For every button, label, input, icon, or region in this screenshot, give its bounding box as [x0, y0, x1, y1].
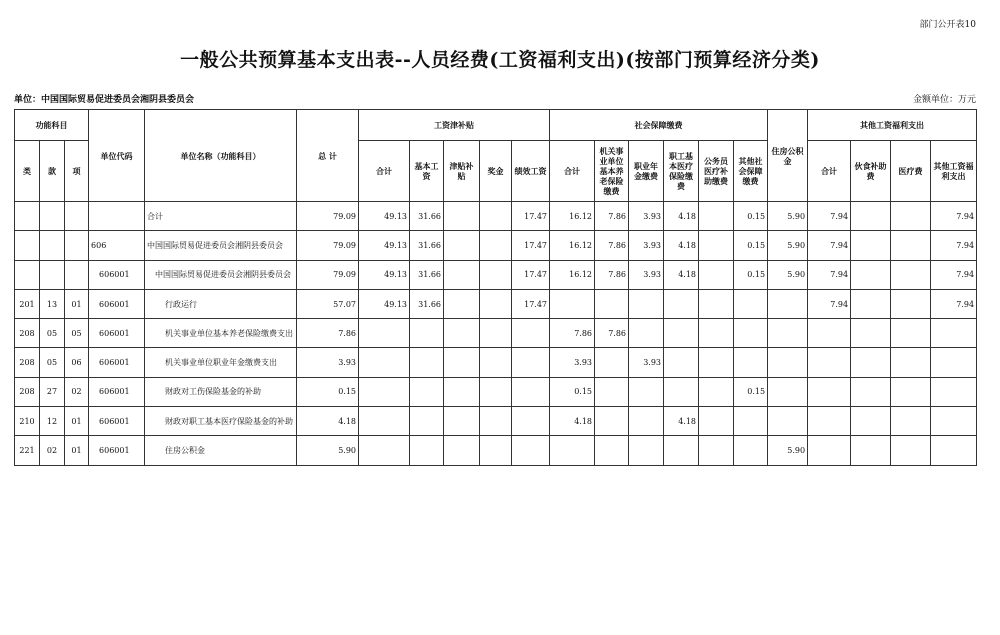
annuity-cell: 3.93 [629, 348, 664, 377]
wage-total-cell: 49.13 [359, 289, 410, 318]
unit-code-cell: 606001 [89, 348, 145, 377]
perf-wage-cell [512, 407, 550, 436]
allowance-cell [444, 231, 480, 260]
social-total-cell: 16.12 [550, 202, 595, 231]
kuan-cell: 02 [40, 436, 65, 465]
annuity-cell [629, 377, 664, 406]
allowance-cell [444, 407, 480, 436]
other-social-cell [734, 289, 768, 318]
lei-cell: 221 [15, 436, 40, 465]
other-total-cell: 7.94 [808, 289, 851, 318]
pension-cell [595, 407, 629, 436]
kuan-cell [40, 231, 65, 260]
kuan-cell: 05 [40, 319, 65, 348]
lei-cell: 201 [15, 289, 40, 318]
unit-name-cell: 机关事业单位职业年金缴费支出 [145, 348, 297, 377]
annuity-cell: 3.93 [629, 260, 664, 289]
header-row-1 [15, 110, 977, 141]
bonus-cell [480, 348, 512, 377]
perf-wage-cell: 17.47 [512, 231, 550, 260]
annuity-cell [629, 407, 664, 436]
other-social-cell [734, 348, 768, 377]
wage-total-cell: 49.13 [359, 202, 410, 231]
pension-header: 机关事业单位基本养老保险缴费 [595, 141, 629, 202]
unit-name-cell: 机关事业单位基本养老保险缴费支出 [145, 319, 297, 348]
allowance-cell [444, 348, 480, 377]
meal-cell [851, 407, 891, 436]
table-row [15, 348, 977, 377]
xiang-header: 项 [65, 141, 89, 202]
xiang-cell [65, 231, 89, 260]
lei-cell: 208 [15, 348, 40, 377]
xiang-cell: 02 [65, 377, 89, 406]
basic-wage-cell [410, 319, 444, 348]
bonus-cell [480, 377, 512, 406]
civil-medical-cell [699, 289, 734, 318]
other-total-cell [808, 348, 851, 377]
table-row [15, 436, 977, 465]
unit-code-cell: 606001 [89, 436, 145, 465]
lei-cell: 208 [15, 319, 40, 348]
unit-code-cell: 606001 [89, 407, 145, 436]
perf-wage-cell: 17.47 [512, 260, 550, 289]
medical-fee-cell [891, 436, 931, 465]
kuan-cell: 13 [40, 289, 65, 318]
housing-header: 住房公积金 [768, 110, 808, 202]
social-total-cell: 16.12 [550, 260, 595, 289]
other-social-header: 其他社会保障缴费 [734, 141, 768, 202]
other-total-cell [808, 319, 851, 348]
total-cell: 0.15 [297, 377, 359, 406]
unit-name-cell: 合计 [145, 202, 297, 231]
medical-header: 职工基本医疗保险缴费 [664, 141, 699, 202]
other-total-cell: 7.94 [808, 231, 851, 260]
allowance-header: 津贴补贴 [444, 141, 480, 202]
perf-wage-cell [512, 319, 550, 348]
medical-fee-cell [891, 407, 931, 436]
basic-wage-cell [410, 377, 444, 406]
meal-cell [851, 348, 891, 377]
allowance-cell [444, 202, 480, 231]
other-total-cell [808, 377, 851, 406]
other-welfare-header: 其他工资福利支出 [931, 141, 977, 202]
other-welfare-cell [931, 377, 977, 406]
pension-cell [595, 377, 629, 406]
bonus-cell [480, 260, 512, 289]
other-total-cell: 7.94 [808, 260, 851, 289]
other-social-cell [734, 436, 768, 465]
wage-group-header: 工资津补贴 [359, 110, 550, 141]
annuity-cell: 3.93 [629, 231, 664, 260]
unit-name-cell: 行政运行 [145, 289, 297, 318]
bonus-cell [480, 289, 512, 318]
total-cell: 4.18 [297, 407, 359, 436]
other-welfare-cell: 7.94 [931, 202, 977, 231]
medical-fee-cell [891, 202, 931, 231]
perf-wage-cell: 17.47 [512, 202, 550, 231]
bonus-cell [480, 319, 512, 348]
social-group-header: 社会保障缴费 [550, 110, 768, 141]
perf-wage-cell [512, 377, 550, 406]
meal-cell [851, 377, 891, 406]
unit-name-cell: 中国国际贸易促进委员会湘阴县委员会 [145, 260, 297, 289]
xiang-cell [65, 202, 89, 231]
xiang-cell [65, 260, 89, 289]
other-total-header: 合计 [808, 141, 851, 202]
civil-medical-cell [699, 202, 734, 231]
civil-medical-cell [699, 436, 734, 465]
meal-header: 伙食补助费 [851, 141, 891, 202]
page-title: 一般公共预算基本支出表--人员经费(工资福利支出)(按部门预算经济分类) [180, 49, 820, 71]
social-total-cell [550, 289, 595, 318]
total-cell: 5.90 [297, 436, 359, 465]
annuity-cell [629, 436, 664, 465]
unit-code-cell [89, 202, 145, 231]
annuity-cell [629, 319, 664, 348]
other-group-header: 其他工资福利支出 [808, 110, 977, 141]
social-total-cell: 16.12 [550, 231, 595, 260]
kuan-cell: 27 [40, 377, 65, 406]
social-total-cell: 3.93 [550, 348, 595, 377]
pension-cell [595, 289, 629, 318]
housing-cell [768, 407, 808, 436]
social-total-cell: 4.18 [550, 407, 595, 436]
xiang-cell: 01 [65, 289, 89, 318]
table-row [15, 407, 977, 436]
table-row [15, 202, 977, 231]
other-social-cell [734, 407, 768, 436]
pension-cell [595, 436, 629, 465]
other-total-cell: 7.94 [808, 202, 851, 231]
housing-cell: 5.90 [768, 260, 808, 289]
medical-cell [664, 377, 699, 406]
other-total-cell [808, 407, 851, 436]
allowance-cell [444, 289, 480, 318]
meal-cell [851, 436, 891, 465]
basic-wage-header: 基本工资 [410, 141, 444, 202]
kuan-cell [40, 202, 65, 231]
bonus-cell [480, 436, 512, 465]
medical-cell: 4.18 [664, 260, 699, 289]
pension-cell: 7.86 [595, 319, 629, 348]
basic-wage-cell [410, 436, 444, 465]
table-row [15, 289, 977, 318]
allowance-cell [444, 260, 480, 289]
annuity-cell [629, 289, 664, 318]
basic-wage-cell: 31.66 [410, 231, 444, 260]
total-cell: 57.07 [297, 289, 359, 318]
medical-cell [664, 436, 699, 465]
basic-wage-cell: 31.66 [410, 289, 444, 318]
perf-wage-cell [512, 348, 550, 377]
unit-name-cell: 中国国际贸易促进委员会湘阴县委员会 [145, 231, 297, 260]
basic-wage-cell [410, 407, 444, 436]
pension-cell: 7.86 [595, 260, 629, 289]
wage-total-cell: 49.13 [359, 260, 410, 289]
meal-cell [851, 289, 891, 318]
unit-code-cell: 606001 [89, 377, 145, 406]
kuan-cell [40, 260, 65, 289]
unit-code-header: 单位代码 [89, 110, 145, 202]
unit-code-cell: 606 [89, 231, 145, 260]
medical-cell: 4.18 [664, 407, 699, 436]
meal-cell [851, 260, 891, 289]
medical-cell: 4.18 [664, 231, 699, 260]
unit-code-cell: 606001 [89, 289, 145, 318]
other-social-cell: 0.15 [734, 377, 768, 406]
table-row [15, 319, 977, 348]
civil-medical-cell [699, 407, 734, 436]
table-number-label: 部门公开表10 [919, 20, 976, 30]
social-total-cell [550, 436, 595, 465]
other-welfare-cell: 7.94 [931, 231, 977, 260]
basic-wage-cell [410, 348, 444, 377]
xiang-cell: 01 [65, 436, 89, 465]
meal-cell [851, 202, 891, 231]
social-total-cell: 0.15 [550, 377, 595, 406]
unit-name-cell: 住房公积金 [145, 436, 297, 465]
other-welfare-cell [931, 348, 977, 377]
medical-fee-cell [891, 348, 931, 377]
housing-cell: 5.90 [768, 202, 808, 231]
basic-wage-cell: 31.66 [410, 260, 444, 289]
lei-cell: 210 [15, 407, 40, 436]
pension-cell [595, 348, 629, 377]
civil-medical-cell [699, 319, 734, 348]
social-total-cell: 7.86 [550, 319, 595, 348]
medical-fee-cell [891, 260, 931, 289]
other-social-cell [734, 319, 768, 348]
annuity-header: 职业年金缴费 [629, 141, 664, 202]
table-body [15, 202, 977, 466]
housing-cell: 5.90 [768, 436, 808, 465]
medical-cell: 4.18 [664, 202, 699, 231]
pension-cell: 7.86 [595, 202, 629, 231]
total-cell: 79.09 [297, 202, 359, 231]
other-social-cell: 0.15 [734, 202, 768, 231]
xiang-cell: 06 [65, 348, 89, 377]
table-row [15, 231, 977, 260]
table-row [15, 377, 977, 406]
wage-total-header: 合计 [359, 141, 410, 202]
total-cell: 79.09 [297, 260, 359, 289]
housing-cell [768, 289, 808, 318]
lei-cell: 208 [15, 377, 40, 406]
housing-cell [768, 348, 808, 377]
other-welfare-cell: 7.94 [931, 289, 977, 318]
civil-medical-cell [699, 348, 734, 377]
civil-medical-cell [699, 260, 734, 289]
meal-cell [851, 231, 891, 260]
kuan-header: 款 [40, 141, 65, 202]
medical-cell [664, 348, 699, 377]
civil-medical-cell [699, 231, 734, 260]
xiang-cell: 05 [65, 319, 89, 348]
lei-cell [15, 231, 40, 260]
unit-name-header: 单位名称（功能科目） [145, 110, 297, 202]
wage-total-cell [359, 319, 410, 348]
allowance-cell [444, 377, 480, 406]
meal-cell [851, 319, 891, 348]
amount-unit-label: 金额单位：万元 [912, 95, 976, 105]
total-cell: 7.86 [297, 319, 359, 348]
civil-medical-cell [699, 377, 734, 406]
other-total-cell [808, 436, 851, 465]
medical-cell [664, 319, 699, 348]
perf-wage-cell: 17.47 [512, 289, 550, 318]
social-total-header: 合计 [550, 141, 595, 202]
expenditure-table [14, 109, 977, 466]
bonus-cell [480, 231, 512, 260]
kuan-cell: 05 [40, 348, 65, 377]
lei-cell [15, 202, 40, 231]
housing-cell [768, 377, 808, 406]
housing-cell [768, 319, 808, 348]
func-subject-header: 功能科目 [15, 110, 89, 141]
kuan-cell: 12 [40, 407, 65, 436]
pension-cell: 7.86 [595, 231, 629, 260]
wage-total-cell [359, 436, 410, 465]
housing-cell: 5.90 [768, 231, 808, 260]
medical-fee-cell [891, 319, 931, 348]
unit-label: 单位：中国国际贸易促进委员会湘阴县委员会 [14, 95, 195, 105]
medical-fee-cell [891, 231, 931, 260]
medical-fee-header: 医疗费 [891, 141, 931, 202]
xiang-cell: 01 [65, 407, 89, 436]
medical-fee-cell [891, 289, 931, 318]
other-welfare-cell [931, 319, 977, 348]
other-welfare-cell: 7.94 [931, 260, 977, 289]
civil-medical-header: 公务员医疗补助缴费 [699, 141, 734, 202]
other-welfare-cell [931, 436, 977, 465]
allowance-cell [444, 319, 480, 348]
total-cell: 79.09 [297, 231, 359, 260]
other-social-cell: 0.15 [734, 231, 768, 260]
other-social-cell: 0.15 [734, 260, 768, 289]
unit-code-cell: 606001 [89, 319, 145, 348]
bonus-cell [480, 407, 512, 436]
unit-code-cell: 606001 [89, 260, 145, 289]
lei-cell [15, 260, 40, 289]
unit-name-cell: 财政对职工基本医疗保险基金的补助 [145, 407, 297, 436]
basic-wage-cell: 31.66 [410, 202, 444, 231]
perf-wage-cell [512, 436, 550, 465]
bonus-cell [480, 202, 512, 231]
bonus-header: 奖金 [480, 141, 512, 202]
wage-total-cell: 49.13 [359, 231, 410, 260]
wage-total-cell [359, 348, 410, 377]
table-row [15, 260, 977, 289]
unit-name-cell: 财政对工伤保险基金的补助 [145, 377, 297, 406]
annuity-cell: 3.93 [629, 202, 664, 231]
other-welfare-cell [931, 407, 977, 436]
wage-total-cell [359, 377, 410, 406]
allowance-cell [444, 436, 480, 465]
total-cell: 3.93 [297, 348, 359, 377]
lei-header: 类 [15, 141, 40, 202]
perf-wage-header: 绩效工资 [512, 141, 550, 202]
total-header: 总 计 [297, 110, 359, 202]
medical-cell [664, 289, 699, 318]
wage-total-cell [359, 407, 410, 436]
medical-fee-cell [891, 377, 931, 406]
